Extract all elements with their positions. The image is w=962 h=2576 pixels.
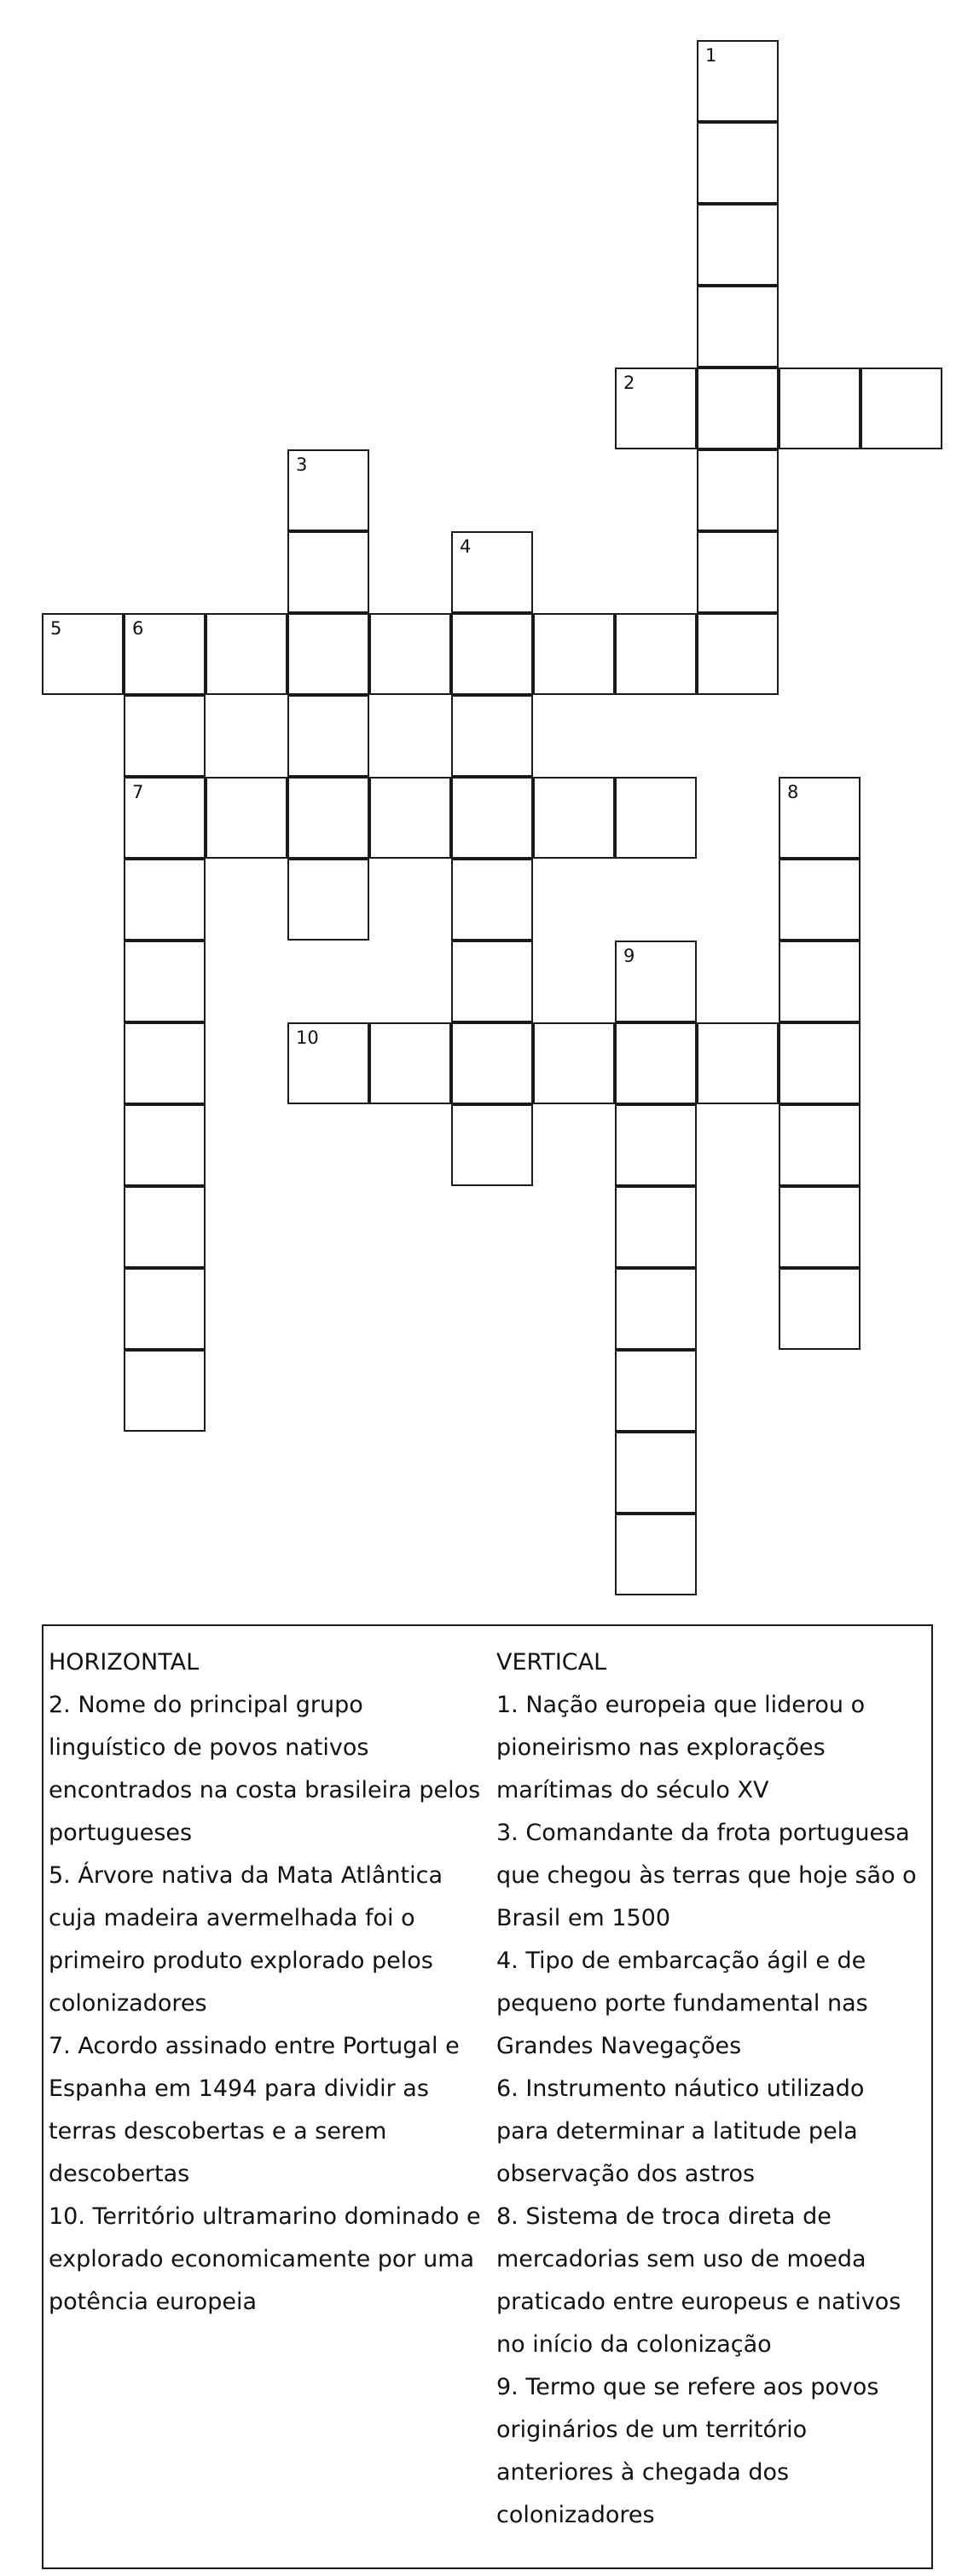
grid-cell[interactable] [533,777,615,859]
grid-cell[interactable] [615,1514,697,1595]
grid-cell[interactable] [451,1104,533,1186]
grid-cell[interactable] [615,1104,697,1186]
grid-cell[interactable] [451,859,533,941]
grid-cell[interactable] [697,122,779,204]
clue-across-7: 7. Acordo assinado entre Portugal e Espanha em 1494 para dividir as terras descobertas e a serem descobertas [49,2033,460,2187]
grid-cell[interactable] [206,777,287,859]
down-clues [496,1641,923,2537]
clue-down-6: 6. Instrumento náutico utilizado para determinar a latitude pela observação dos astros [496,2075,865,2187]
grid-cell[interactable] [287,531,369,613]
grid-cell[interactable] [615,1432,697,1514]
grid-cell[interactable] [615,613,697,695]
grid-cell[interactable] [697,286,779,368]
grid-cell[interactable] [533,1022,615,1104]
grid-cell[interactable] [697,40,779,122]
grid-cell[interactable] [779,1104,861,1186]
clue-number: 6 [132,618,144,639]
clue-number: 5 [50,618,62,639]
clue-across-2: 2. Nome do principal grupo linguístico de povos nativos encontrados na costa brasileira pelos portugueses [49,1692,481,1846]
clue-number: 7 [132,782,144,802]
grid-cell[interactable] [451,941,533,1022]
clue-across-5: 5. Árvore nativa da Mata Atlântica cuja madeira avermelhada foi o primeiro produto explorado pelos colonizadores [49,1862,443,2017]
grid-cell[interactable] [861,368,942,449]
clue-number: 4 [460,536,472,557]
grid-cell[interactable] [287,449,369,531]
grid-cell[interactable] [615,1186,697,1268]
grid-cell[interactable] [779,368,861,449]
grid-cell[interactable] [451,531,533,613]
grid-cell[interactable] [124,1350,206,1432]
clue-number: 10 [296,1028,319,1048]
grid-cell[interactable] [287,695,369,777]
grid-cell[interactable] [615,1268,697,1350]
grid-cell[interactable] [124,1268,206,1350]
grid-cell[interactable] [42,613,124,695]
grid-cell[interactable] [779,1186,861,1268]
grid-cell[interactable] [451,613,533,695]
clue-down-3: 3. Comandante da frota portuguesa que chegou às terras que hoje são o Brasil em 1500 [496,1820,917,1931]
clue-number: 9 [623,946,635,966]
grid-cell[interactable] [124,859,206,941]
grid-cell[interactable] [615,777,697,859]
grid-cell[interactable] [697,613,779,695]
grid-cell[interactable] [287,613,369,695]
grid-cell[interactable] [369,1022,451,1104]
grid-cell[interactable] [124,941,206,1022]
grid-cell[interactable] [369,613,451,695]
clue-number: 3 [296,454,308,475]
grid-cell[interactable] [779,941,861,1022]
grid-cell[interactable] [697,368,779,449]
clue-number: 2 [623,373,635,393]
grid-cell[interactable] [533,613,615,695]
grid-cell[interactable] [124,1104,206,1186]
clue-down-8: 8. Sistema de troca direta de mercadorias sem uso de moeda praticado entre europeus e nativos no início da colonização [496,2203,901,2358]
down-heading: VERTICAL [496,1649,607,1676]
clue-down-1: 1. Nação europeia que liderou o pioneirismo nas explorações marítimas do século XV [496,1692,866,1803]
clue-across-10: 10. Território ultramarino dominado e explorado economicamente por uma potência europeia [49,2203,481,2315]
grid-cell[interactable] [287,859,369,941]
clues-box [42,1624,933,2569]
grid-cell[interactable] [615,368,697,449]
grid-cell[interactable] [779,1022,861,1104]
clue-down-9: 9. Termo que se refere aos povos originários de um território anteriores à chegada dos colonizadores [496,2374,879,2528]
clue-down-4: 4. Tipo de embarcação ágil e de pequeno porte fundamental nas Grandes Navegações [496,1948,868,2059]
grid-cell[interactable] [451,777,533,859]
grid-cell[interactable] [779,777,861,859]
grid-cell[interactable] [124,1186,206,1268]
across-heading: HORIZONTAL [49,1649,200,1676]
grid-cell[interactable] [697,204,779,286]
grid-cell[interactable] [124,695,206,777]
clue-number: 1 [705,45,717,66]
grid-cell[interactable] [779,1268,861,1350]
clue-number: 8 [787,782,799,802]
grid-cell[interactable] [779,859,861,941]
grid-cell[interactable] [451,1022,533,1104]
grid-cell[interactable] [287,1022,369,1104]
grid-cell[interactable] [615,1350,697,1432]
grid-cell[interactable] [287,777,369,859]
across-clues [49,1641,484,2324]
grid-cell[interactable] [124,777,206,859]
grid-cell[interactable] [369,777,451,859]
grid-cell[interactable] [206,613,287,695]
grid-cell[interactable] [124,1022,206,1104]
grid-cell[interactable] [697,1022,779,1104]
grid-cell[interactable] [615,1022,697,1104]
grid-cell[interactable] [697,531,779,613]
grid-cell[interactable] [451,695,533,777]
grid-cell[interactable] [697,449,779,531]
grid-cell[interactable] [124,613,206,695]
grid-cell[interactable] [615,941,697,1022]
